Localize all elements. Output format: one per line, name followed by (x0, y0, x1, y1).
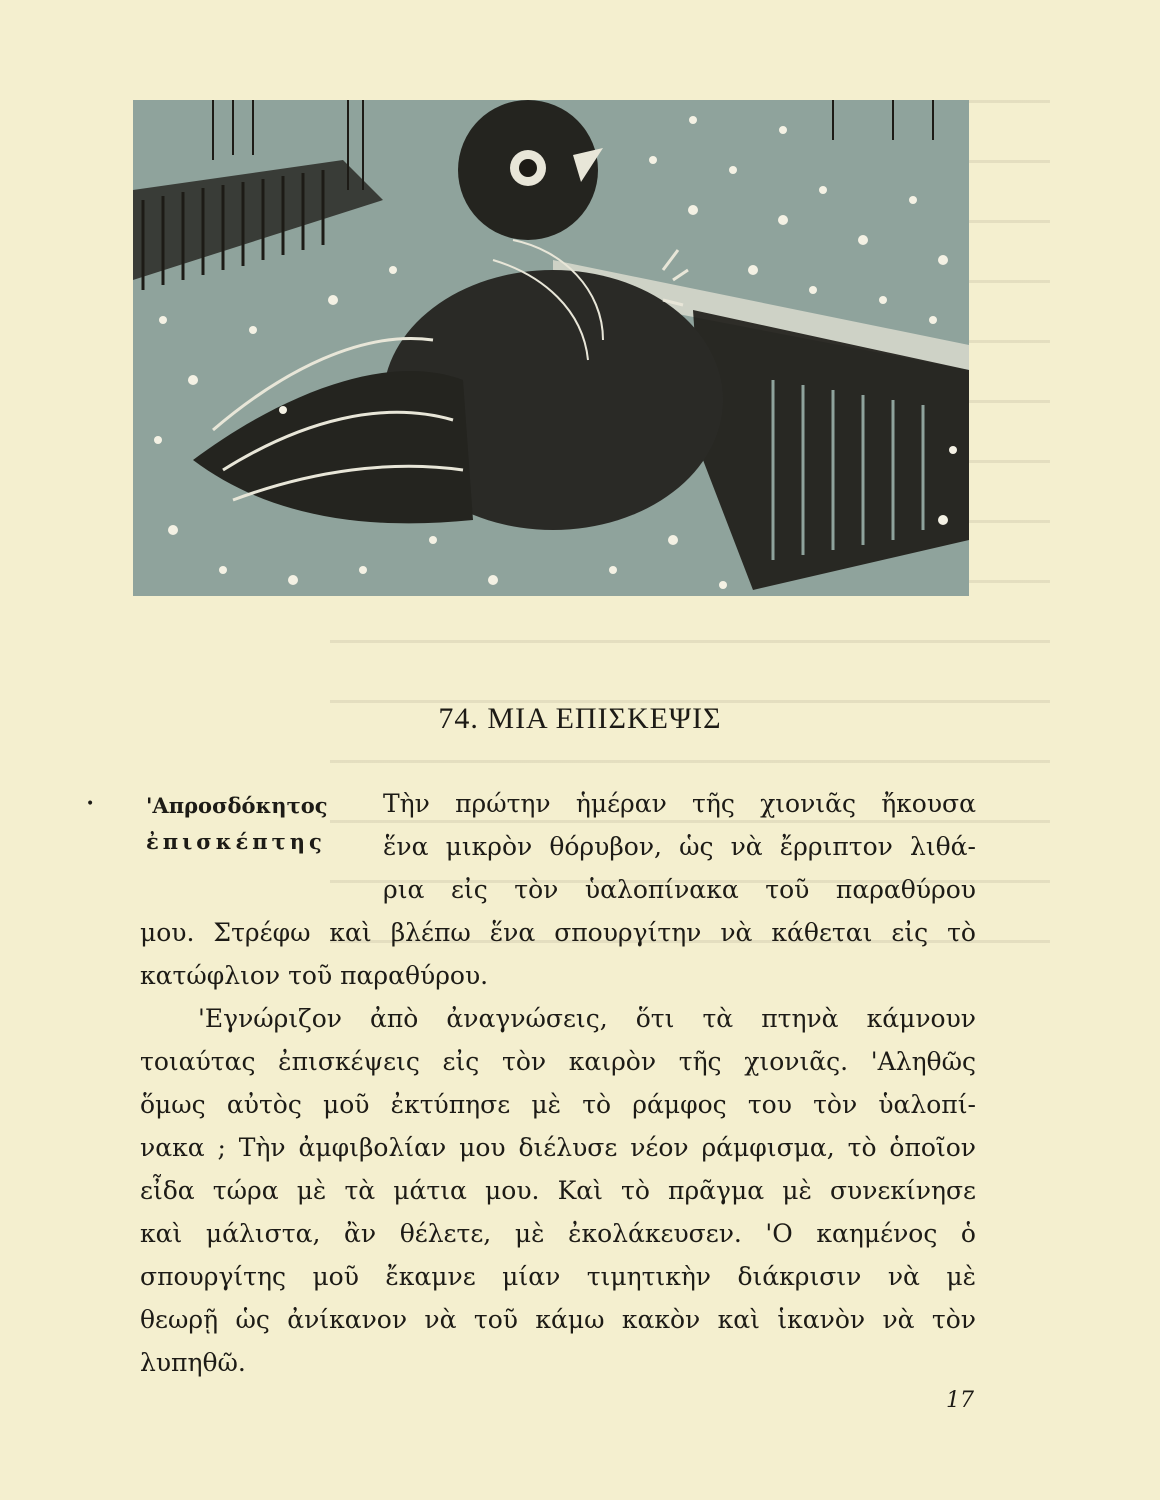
side-note (146, 788, 376, 860)
text-line: ἕνα μικρὸν θόρυβον, ὡς νὰ ἔρριπτον λιθά- (383, 832, 976, 861)
text-line: κατώφλιον τοῦ παραθύρου. (140, 961, 489, 990)
text-line: καὶ μάλιστα, ἂν θέλετε, μὲ ἐκολάκευσεν. 'Ο καημένος ὁ (140, 1219, 976, 1248)
page-number: 17 (946, 1388, 974, 1413)
text-line: λυπηθῶ. (140, 1348, 246, 1377)
text-line: σπουργίτης μοῦ ἔκαμνε μίαν τιμητικὴν διάκρισιν νὰ μὲ (140, 1262, 976, 1291)
paragraph-1-continued (140, 911, 976, 997)
side-note-line: 'Απροσδόκητος (146, 793, 328, 818)
margin-mark: • (86, 796, 95, 812)
text-line: εἶδα τώρα μὲ τὰ μάτια μου. Καὶ τὸ πρᾶγμα μὲ συνεκίνησε (140, 1176, 976, 1205)
text-line: ὅμως αὐτὸς μοῦ ἐκτύπησε μὲ τὸ ράμφος του τὸν ὑαλοπί- (140, 1090, 976, 1119)
text-line: ρια εἰς τὸν ὑαλοπίνακα τοῦ παραθύρου (383, 875, 976, 904)
text-line: τοιαύτας ἐπισκέψεις εἰς τὸν καιρὸν τῆς χιονιᾶς. 'Αληθῶς (140, 1047, 976, 1076)
text-line: νακα ; Τὴν ἀμφιβολίαν μου διέλυσε νέον ράμφισμα, τὸ ὁποῖον (140, 1133, 976, 1162)
text-line: Τὴν πρώτην ἡμέραν τῆς χιονιᾶς ἤκουσα (383, 789, 976, 818)
text-line: 'Εγνώριζον ἀπὸ ἀναγνώσεις, ὅτι τὰ πτηνὰ κάμνουν (198, 1004, 976, 1033)
text-line: θεωρῇ ὡς ἀνίκανον νὰ τοῦ κάμω κακὸν καὶ ἱκανὸν νὰ τὸν (140, 1305, 976, 1334)
sparrow-illustration (133, 100, 969, 596)
side-note-line: ἐπισκέπτης (146, 829, 326, 854)
paragraph-1-indented (383, 782, 976, 911)
text-line: μου. Στρέφω καὶ βλέπω ἕνα σπουργίτην νὰ κάθεται εἰς τὸ (140, 918, 976, 947)
chapter-title: 74. ΜΙΑ ΕΠΙΣΚΕΨΙΣ (438, 702, 722, 735)
paragraph-2 (140, 997, 976, 1384)
